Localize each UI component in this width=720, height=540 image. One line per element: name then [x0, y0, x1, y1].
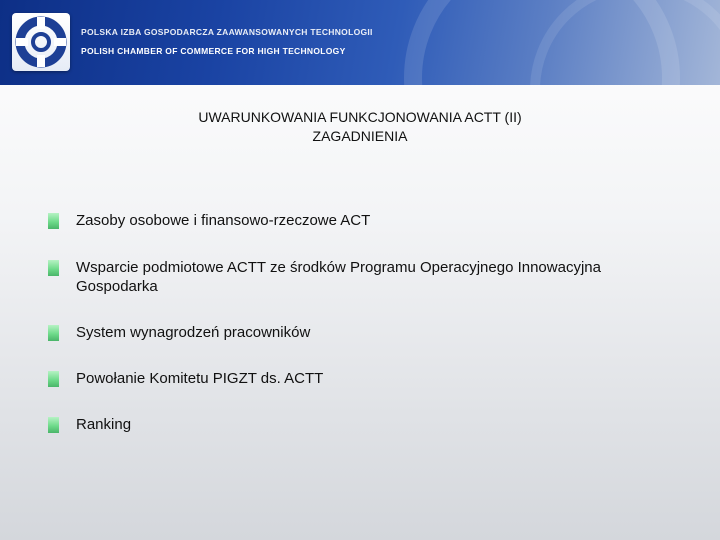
- bullet-text-line: Wsparcie podmiotowe ACTT ze środków Programu Operacyjnego Innowacyjna: [76, 259, 601, 276]
- bullet-text-line: Zasoby osobowe i finansowo-rzeczowe ACT: [76, 212, 371, 229]
- bullet-text: [76, 211, 370, 230]
- bullet-square-icon: [48, 260, 59, 276]
- bullet-text: [76, 415, 131, 434]
- bullet-square-icon: [48, 213, 59, 229]
- bullet-text-line: System wynagrodzeń pracowników: [76, 324, 311, 341]
- bullet-text: [76, 258, 601, 296]
- bullet-text: [76, 323, 310, 342]
- bullet-square-icon: [48, 417, 59, 433]
- header-org-name-en: POLISH CHAMBER OF COMMERCE FOR HIGH TECHNOLOGY: [81, 46, 346, 56]
- bullet-text: [76, 369, 323, 388]
- slide-title-line1: UWARUNKOWANIA FUNKCJONOWANIA ACTT (II): [198, 109, 522, 125]
- bullet-square-icon: [48, 371, 59, 387]
- header-org-name-pl: POLSKA IZBA GOSPODARCZA ZAAWANSOWANYCH TECHNOLOGII: [81, 27, 373, 37]
- slide-title-line2: ZAGADNIENIA: [312, 128, 408, 144]
- bullet-text-line: Powołanie Komitetu PIGZT ds. ACTT: [76, 370, 324, 387]
- header-banner: [0, 0, 720, 85]
- slide-title: [0, 108, 720, 146]
- bullet-text-line: Ranking: [76, 416, 132, 433]
- chamber-logo-icon: [12, 13, 70, 71]
- bullet-square-icon: [48, 325, 59, 341]
- chamber-logo: [12, 13, 70, 71]
- bullet-text-line: Gospodarka: [76, 278, 158, 295]
